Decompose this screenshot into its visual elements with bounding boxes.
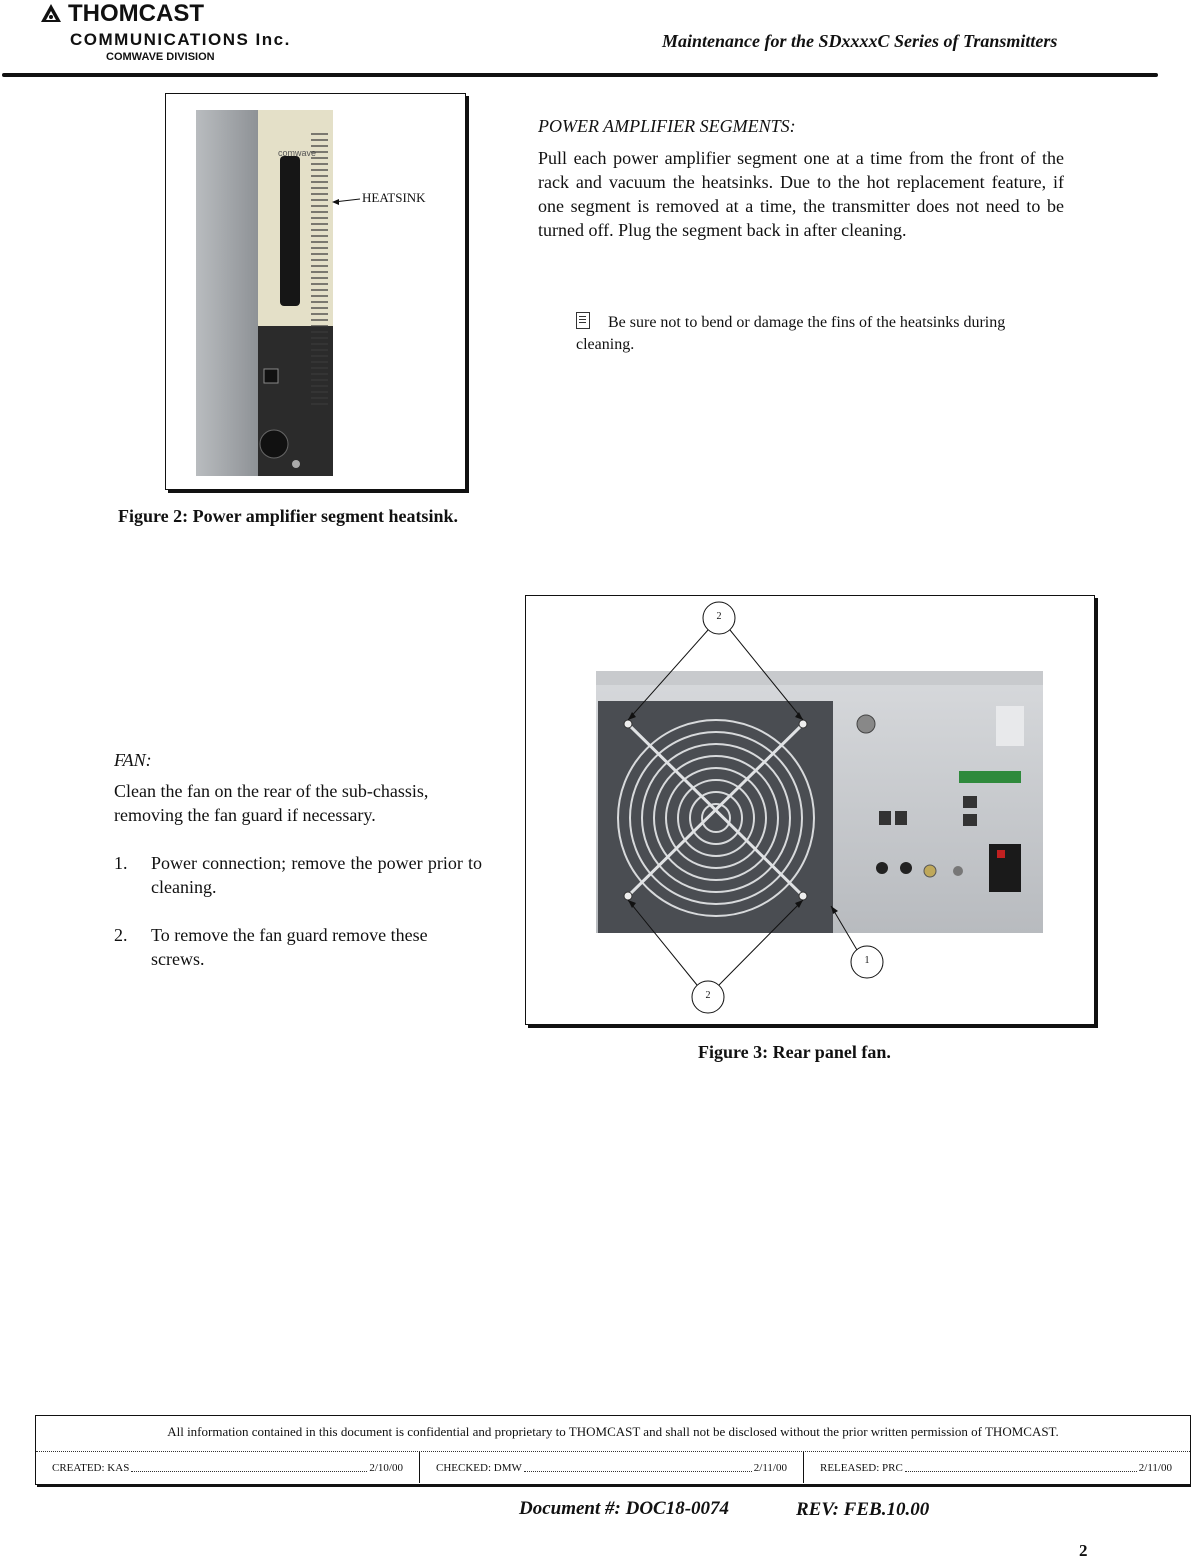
created-date: 2/10/00: [369, 1461, 403, 1474]
checked-cell: [420, 1452, 803, 1483]
list-item-number: 2.: [114, 925, 128, 945]
created-label: CREATED: KAS: [52, 1461, 130, 1474]
checked-label: CHECKED: DMW: [436, 1461, 522, 1474]
document-title: Maintenance for the SDxxxxC Series of Transmitters: [662, 31, 1058, 51]
callout-1: 1: [864, 955, 870, 966]
checked-leader: [524, 1463, 752, 1472]
fan-section-heading: FAN:: [114, 750, 152, 770]
list-item-text: Power connection; remove the power prior to cleaning.: [151, 853, 482, 897]
fan-section-body: Clean the fan on the rear of the sub-chassis, removing the fan guard if necessary.: [114, 781, 429, 825]
rear-panel-photo: [526, 596, 1094, 1024]
created-leader: [131, 1463, 367, 1472]
checked-date: 2/11/00: [753, 1461, 787, 1474]
figure-2-caption: Figure 2: Power amplifier segment heatsink.: [118, 506, 458, 526]
released-date: 2/11/00: [1138, 1461, 1172, 1474]
note-text: Be sure not to bend or damage the fins of the heatsinks during cleaning.: [576, 314, 1006, 353]
brand-subtitle: COMMUNICATIONS Inc.: [70, 30, 291, 49]
document-number: Document #: DOC18-0074: [519, 1498, 730, 1519]
thomcast-logo-icon: [40, 3, 62, 25]
callout-2-top: 2: [716, 611, 722, 622]
figure-2-frame: [165, 93, 466, 490]
heatsink-callout: HEATSINK: [362, 190, 426, 205]
fan-list-item-1: [114, 851, 482, 899]
footer-box: [35, 1415, 1191, 1485]
note-icon: [576, 312, 590, 329]
pa-segment-photo: [166, 94, 465, 489]
pa-section-heading: POWER AMPLIFIER SEGMENTS:: [538, 116, 796, 136]
svg-text:comwave: comwave: [278, 148, 317, 158]
brand-name: THOMCAST: [68, 0, 204, 27]
list-item-text: To remove the fan guard remove these screws.: [151, 925, 428, 969]
figure-3-frame: [525, 595, 1095, 1025]
callout-2-bottom: 2: [705, 990, 711, 1001]
confidentiality-notice: All information contained in this document is confidential and proprietary to THOMCAST and shall not be disclosed without the prior written permission of THOMCAST.: [167, 1424, 1059, 1439]
released-leader: [905, 1463, 1137, 1472]
fan-list-item-2: [114, 923, 482, 971]
released-cell: [804, 1452, 1188, 1483]
pa-section-body: Pull each power amplifier segment one at a time from the front of the rack and vacuum the heatsinks. Due to the hot replacement feature, if one segment is removed at a time, the transmitter does not need to be turned off. Plug the segment back in after cleaning.: [538, 148, 1064, 240]
created-cell: [36, 1452, 419, 1483]
header-rule: [2, 73, 1158, 77]
figure-3-caption: Figure 3: Rear panel fan.: [698, 1042, 891, 1062]
list-item-number: 1.: [114, 853, 128, 873]
note-block: [576, 312, 1036, 356]
page-number: 2: [1079, 1541, 1088, 1560]
division-label: COMWAVE DIVISION: [106, 51, 215, 63]
released-label: RELEASED: PRC: [820, 1461, 903, 1474]
revision: REV: FEB.10.00: [796, 1499, 930, 1520]
company-logo: [40, 2, 204, 26]
